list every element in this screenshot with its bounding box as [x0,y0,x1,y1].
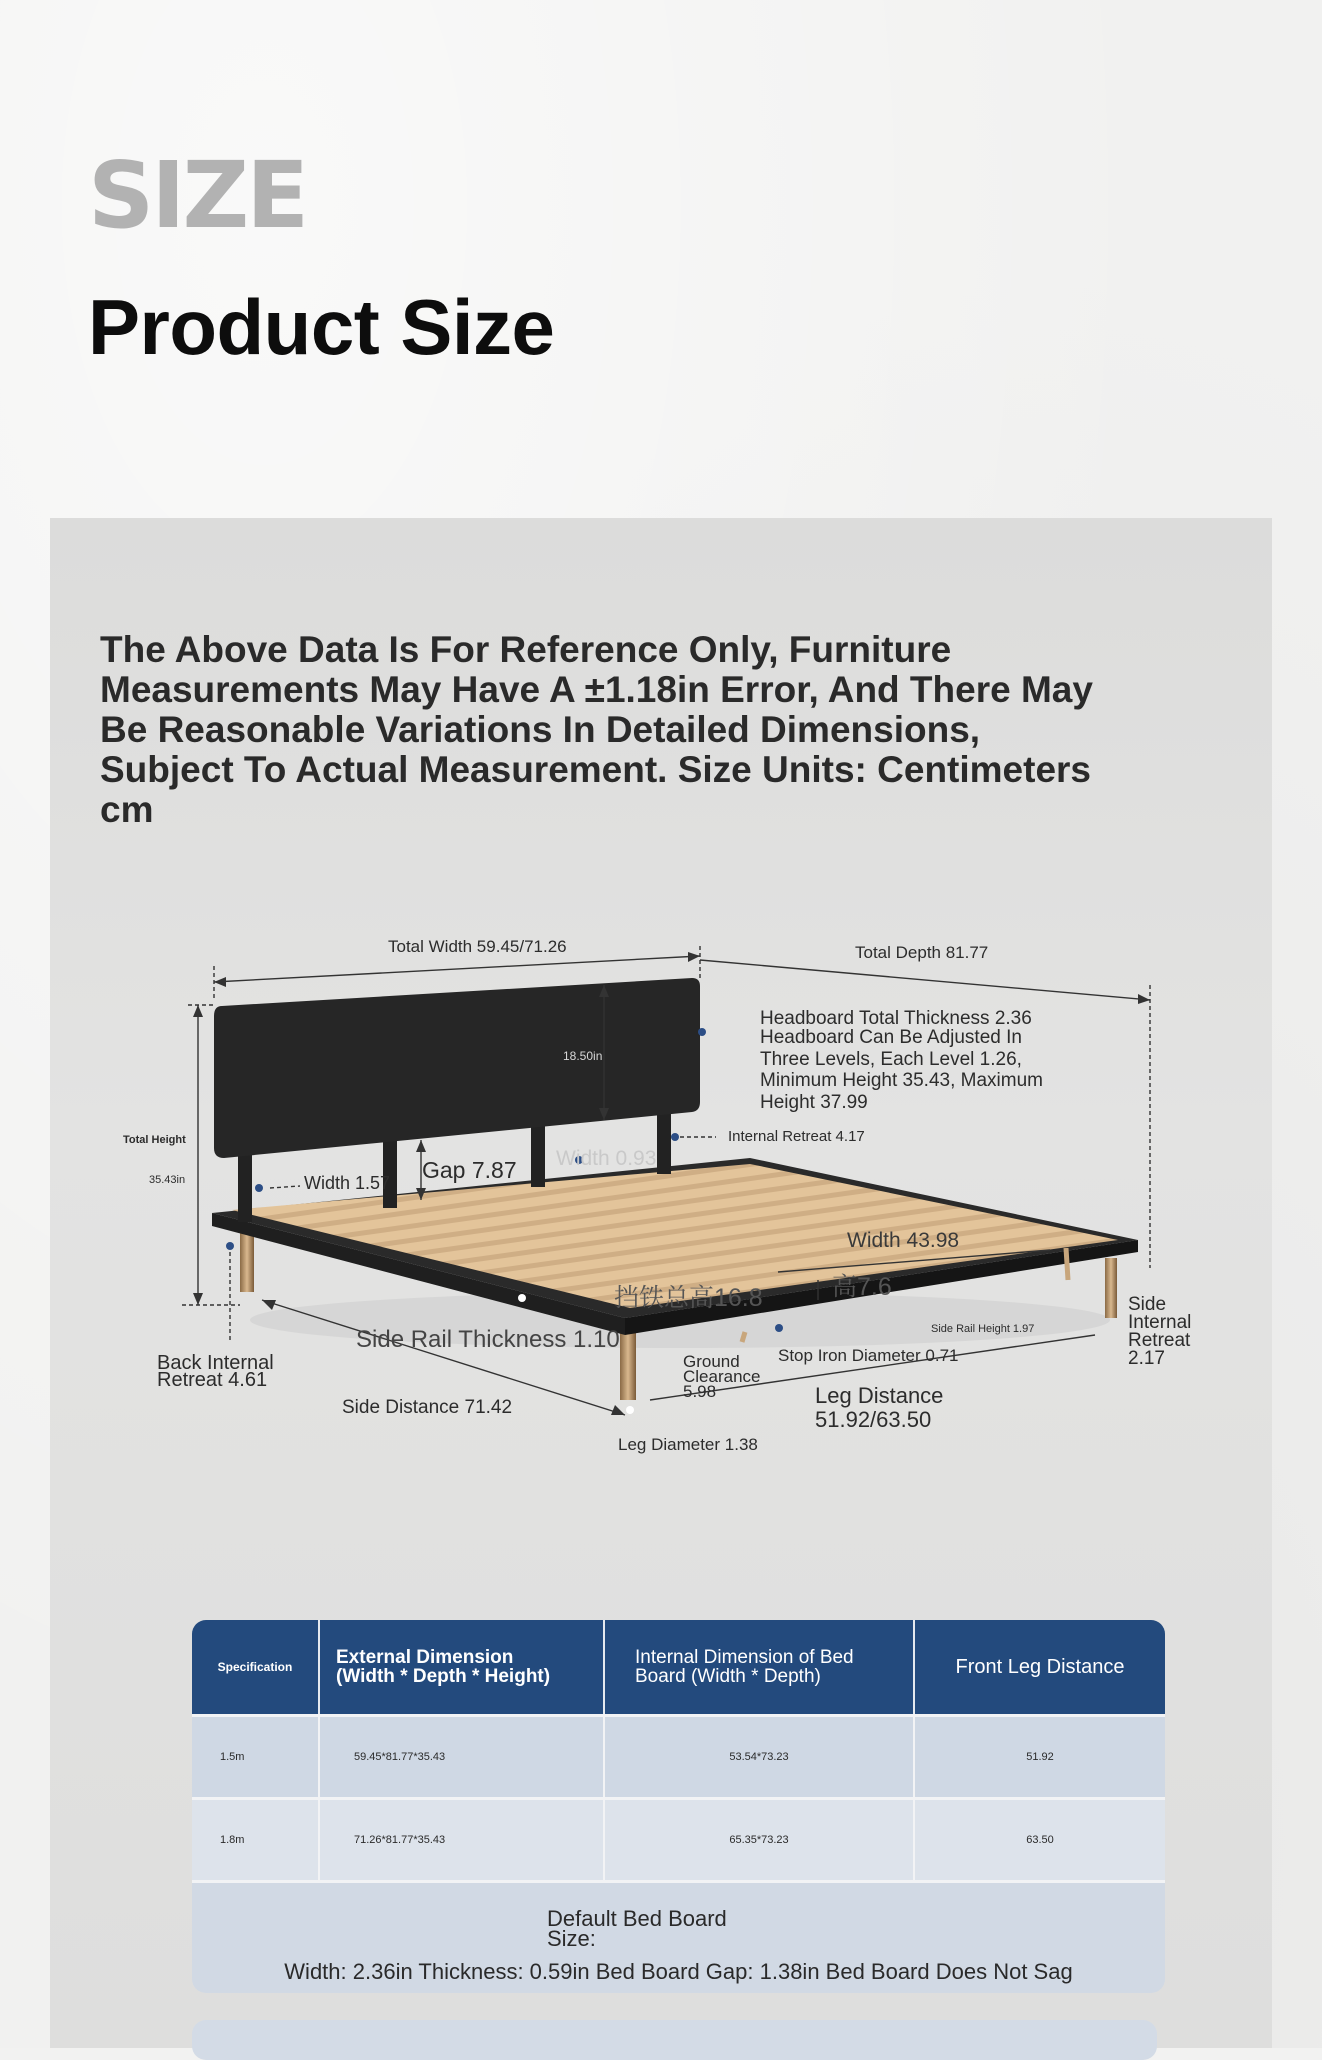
gap-label: Gap 7.87 [422,1157,517,1183]
header-external-line1: External Dimension [336,1647,514,1668]
section-heading: SIZE [88,142,307,249]
back-internal-retreat-label: Back Internal Retreat 4.61 [157,1352,274,1391]
header-internal-dimension [605,1620,915,1714]
total-width-label: Total Width 59.45/71.26 [388,937,567,956]
stop-iron-diameter-label: Stop Iron Diameter 0.71 [778,1346,959,1365]
headboard-post [657,1112,671,1174]
side-rail-height-label: Side Rail Height 1.97 [931,1323,1035,1335]
cell-spec: 1.5m [192,1717,320,1797]
headboard-height-label: 18.50in [563,1049,603,1063]
bed-leg [620,1325,636,1400]
headboard [214,978,700,1158]
table-row [192,1714,1165,1797]
header-specification: Specification [192,1620,320,1714]
disclaimer-text: The Above Data Is For Reference Only, Furniture Measurements May Have A ±1.18in Error, And There May Be Reasonable Variations In Detailed Dimensions, Subject To Actual Measurement. Size Units: Centimeters cm [100,629,1093,830]
stop-height-label: 高7.6 [832,1273,892,1301]
bed-leg [240,1228,254,1292]
cell-front-leg: 63.50 [1026,1834,1054,1846]
total-height-value: 35.43in [149,1174,186,1186]
stop-iron [1066,1248,1068,1280]
header-front-leg-distance: Front Leg Distance [955,1655,1125,1678]
cell-internal: 53.54*73.23 [605,1717,915,1797]
header-external-line2: (Width * Depth * Height) [336,1666,551,1687]
stop-iron [742,1332,745,1342]
table-header [192,1620,1165,1714]
next-section-box [192,2020,1157,2060]
header-external-dimension [320,1620,605,1714]
ground-clearance-label: Ground Clearance 5.98 [683,1352,761,1401]
side-distance-label: Side Distance 71.42 [342,1397,513,1418]
leg-distance-label: Leg Distance 51.92/63.50 [815,1383,944,1432]
total-depth-label: Total Depth 81.77 [855,943,989,962]
side-rail-thickness-label: Side Rail Thickness 1.10 [356,1326,620,1353]
post-width-label: Width 1.57 [304,1173,391,1193]
bed-leg [1105,1258,1117,1318]
cell-external: 59.45*81.77*35.43 [320,1717,605,1797]
table-row [192,1797,1165,1880]
specification-table [192,1620,1165,1993]
cell-external: 71.26*81.77*35.43 [320,1800,605,1880]
leg-diameter-label: Leg Diameter 1.38 [618,1435,758,1454]
headboard-post [531,1125,545,1187]
side-internal-retreat-label: Side Internal Retreat 2.17 [1128,1294,1192,1369]
header-internal-line2: Board (Width * Depth) [635,1666,821,1687]
table-footer [192,1880,1165,1993]
internal-retreat-label: Internal Retreat 4.17 [728,1128,865,1145]
total-height-label: Total Height [123,1134,186,1146]
stop-width-label: Width 43.98 [847,1229,960,1252]
header-internal-line1: Internal Dimension of Bed [635,1647,854,1668]
cell-front-leg: 51.92 [1026,1751,1054,1763]
cell-spec: 1.8m [192,1800,320,1880]
stop-total-height-label: 挡铁总高16.8 [614,1284,763,1312]
page-title: Product Size [88,283,555,371]
cell-internal: 65.35*73.23 [605,1800,915,1880]
headboard-note: Headboard Total Thickness 2.36 Headboard Can Be Adjusted In Three Levels, Each Level 1.26, Minimum Height 35.43, Maximum Height 37.99 [760,1008,1043,1113]
post-width-label-light: Width 0.93 [556,1147,657,1170]
footer-text: Width: 2.36in Thickness: 0.59in Bed Board Gap: 1.38in Bed Board Does Not Sag [284,1959,1073,1984]
footer-title: Default Bed Board Size: [547,1906,727,1951]
